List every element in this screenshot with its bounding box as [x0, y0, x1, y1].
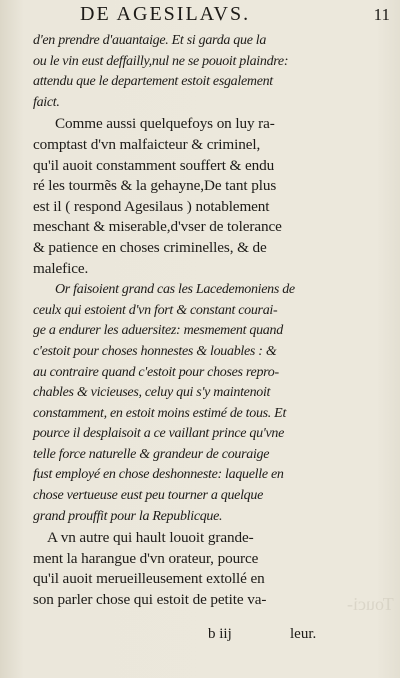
text-line: & patience en choses criminelles, & de	[33, 238, 267, 256]
text-line: faict.	[33, 94, 60, 110]
text-line: ou le vin eust deffailly,nul ne se pouoit plaindre:	[33, 53, 289, 69]
text-line: chables & vicieuses, celuy qui s'y maintenoit	[33, 385, 271, 401]
text-line: ge a endurer les aduersitez: mesmement quand	[33, 323, 283, 339]
text-line: chose vertueuse eust peu tourner a quelque	[33, 488, 264, 504]
text-line: attendu que le departement estoit esgalement	[33, 74, 273, 90]
text-line: telle force naturelle & grandeur de couraige	[33, 446, 270, 462]
italic-paragraph-1	[33, 31, 383, 113]
text-line: pource il desplaisoit a ce vaillant prince qu'vne	[33, 426, 284, 442]
text-line: son parler chose qui estoit de petite va-	[33, 591, 267, 609]
running-head: DE AGESILAVS.	[80, 3, 251, 25]
text-line: est il ( respond Agesilaus ) notablement	[33, 197, 270, 215]
show-through-text: Touci-	[347, 594, 394, 614]
catchword: leur.	[290, 626, 317, 642]
text-line: qu'il auoit constamment souffert & endu	[33, 156, 275, 174]
text-line: Comme aussi quelquefoys on luy ra-	[55, 115, 275, 133]
folio-number: 11	[373, 5, 390, 24]
text-line: malefice.	[33, 259, 89, 277]
page-header	[0, 3, 400, 25]
italic-paragraph-2	[33, 280, 383, 527]
text-line: comptast d'vn malfaicteur & criminel,	[33, 135, 261, 153]
text-line: qu'il auoit merueilleusement extollé en	[33, 570, 265, 588]
text-line: constamment, en estoit moins estimé de tous. Et	[33, 405, 287, 421]
text-line: ment la harangue d'vn orateur, pource	[33, 549, 259, 567]
text-line: c'estoit pour choses honnestes & louables : &	[33, 343, 277, 359]
roman-paragraph-2	[33, 528, 383, 610]
text-line: d'en prendre d'auantaige. Et si garda que la	[33, 33, 267, 48]
page-footer	[0, 626, 400, 648]
text-line: au contraire quand c'estoit pour choses repro-	[33, 364, 279, 380]
text-block	[33, 31, 383, 611]
text-line: fust employé en chose deshonneste: laquelle en	[33, 467, 284, 483]
text-line: A vn autre qui hault louoit grande-	[47, 529, 254, 547]
text-line: ré les tourmẽs & la gehayne,De tant plus	[33, 177, 277, 195]
text-line: meschant & miserable,d'vser de tolerance	[33, 218, 282, 236]
signature-mark: b iij	[208, 626, 232, 642]
text-line: ceulx qui estoient d'vn fort & constant courai-	[33, 302, 278, 318]
roman-paragraph-1	[33, 114, 383, 279]
text-line: Or faisoient grand cas les Lacedemoniens de	[55, 282, 295, 298]
text-line: grand prouffit pour la Republicque.	[33, 508, 223, 524]
